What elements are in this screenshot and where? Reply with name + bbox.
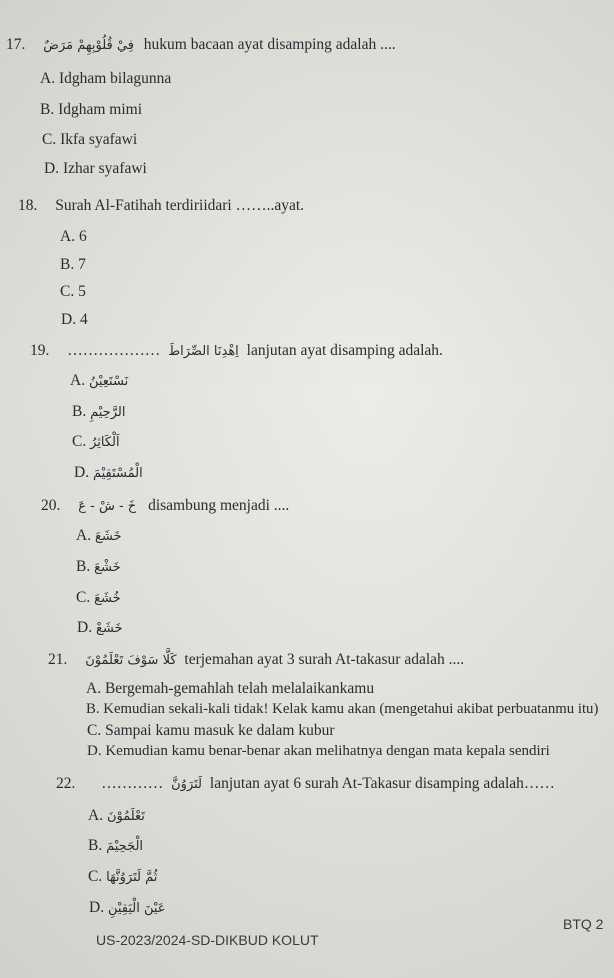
option-arabic: الْجَحِيْمَ <box>106 839 144 854</box>
option-letter: C. <box>88 868 103 885</box>
question-21 <box>48 651 464 669</box>
arabic-verse: فِيْ قُلُوْبِهِمْ مَرَضٌ <box>43 38 134 53</box>
option-d: D. Kemudian kamu benar-benar akan melihatnya dengan mata kepala sendiri <box>87 743 550 759</box>
option-a: A. Idgham bilagunna <box>40 70 172 87</box>
option-d <box>77 619 123 637</box>
option-letter: B. <box>88 837 103 854</box>
option-letter: B. <box>72 403 87 420</box>
question-text: lanjutan ayat disamping adalah. <box>246 342 443 359</box>
option-arabic: تَعْلَمُوْنَ <box>106 809 145 824</box>
option-a <box>76 527 122 545</box>
option-arabic: خَشْعَ <box>94 560 121 575</box>
question-text: hukum bacaan ayat disamping adalah .... <box>143 36 396 53</box>
question-number: 21. <box>48 651 68 668</box>
option-letter: B. <box>76 558 91 575</box>
question-number: 19. <box>30 342 50 359</box>
option-c: C. Ikfa syafawi <box>42 131 138 148</box>
option-arabic: اَلْكَاثِرُ <box>90 435 120 450</box>
question-number: 18. <box>18 197 38 214</box>
option-c: C. 5 <box>60 283 86 300</box>
option-d <box>89 899 166 917</box>
option-a: A. Bergemah-gemahlah telah melalaikankamu <box>86 680 375 697</box>
option-letter: C. <box>72 433 87 450</box>
answer-blank: ……………… <box>67 342 161 359</box>
question-20 <box>41 497 289 515</box>
arabic-verse: اِهْدِنَا الصِّرَاطَ <box>168 344 239 359</box>
question-number: 20. <box>41 497 61 514</box>
exam-code: US-2023/2024-SD-DIKBUD KOLUT <box>96 932 319 948</box>
option-arabic: خَشَعْ <box>95 621 123 636</box>
option-arabic: نَسْتَعِيْنُ <box>88 374 129 389</box>
option-letter: C. <box>76 589 91 606</box>
question-18 <box>18 197 304 215</box>
option-b <box>72 403 125 421</box>
question-text: disambung menjadi .... <box>148 497 290 514</box>
option-a: A. 6 <box>60 228 87 245</box>
question-text: lanjutan ayat 6 surah At-Takasur disamping adalah…… <box>209 775 555 792</box>
option-c: C. Sampai kamu masuk ke dalam kubur <box>87 722 335 739</box>
option-arabic: خَشَعَ <box>94 529 122 544</box>
option-d: D. Izhar syafawi <box>44 160 147 177</box>
option-letter: A. <box>70 372 86 389</box>
option-arabic: خُشَعَ <box>94 591 121 606</box>
option-arabic: الْمُسْتَقِيْمَ <box>92 466 143 481</box>
option-b: B. Idgham mimi <box>40 101 143 118</box>
option-letter: D. <box>77 619 93 636</box>
arabic-letters: خَ - شْ - عَ <box>78 499 137 514</box>
question-19 <box>30 342 443 360</box>
option-d: D. 4 <box>61 311 88 328</box>
option-letter: D. <box>74 464 90 481</box>
option-letter: A. <box>88 807 104 824</box>
question-number: 17. <box>6 36 26 53</box>
option-c <box>72 433 120 451</box>
question-text: terjemahan ayat 3 surah At-takasur adalah .... <box>184 651 465 668</box>
option-arabic: الرَّحِيْمِ <box>90 405 126 420</box>
option-c <box>76 589 121 607</box>
option-arabic: عَيْنَ الْيَقِيْنِ <box>107 901 166 916</box>
option-letter: A. <box>76 527 92 544</box>
subject-code: BTQ 2 <box>563 916 604 932</box>
question-text: Surah Al-Fatihah terdiriidari ……..ayat. <box>55 197 305 214</box>
option-d <box>74 464 143 482</box>
arabic-verse: لَتَرَوُنَّ <box>171 777 203 792</box>
question-22 <box>56 775 555 793</box>
option-b: B. Kemudian sekali-kali tidak! Kelak kamu akan (mengetahui akibat perbuatanmu itu) <box>86 701 599 717</box>
option-a <box>88 807 145 825</box>
option-a <box>70 372 128 390</box>
option-c <box>88 868 157 886</box>
question-17 <box>6 36 396 54</box>
option-letter: D. <box>89 899 105 916</box>
option-b <box>76 558 121 576</box>
option-b <box>88 837 143 855</box>
option-arabic: ثُمَّ لَتَرَوُنَّهَا <box>106 870 158 885</box>
question-number: 22. <box>56 775 76 792</box>
option-b: B. 7 <box>60 256 86 273</box>
answer-blank: ………… <box>101 775 164 792</box>
arabic-verse: كَلَّا سَوْفَ تَعْلَمُوْنَ <box>85 653 177 668</box>
